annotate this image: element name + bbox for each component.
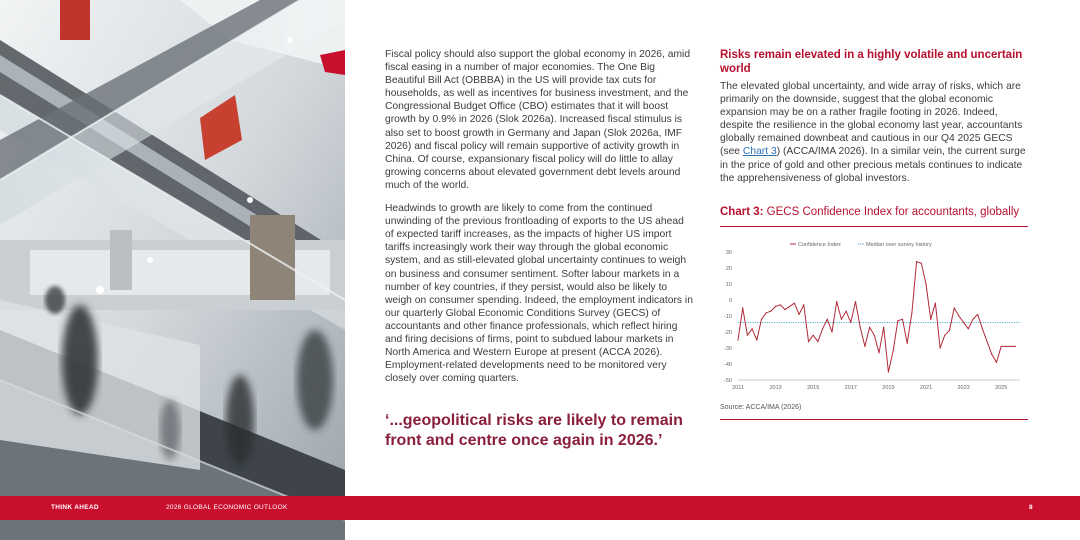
data-point (925, 283, 926, 284)
data-point (794, 303, 795, 304)
footer-brand: THINK AHEAD (51, 504, 99, 511)
data-point (888, 371, 889, 372)
data-point (940, 347, 941, 348)
data-point (1005, 346, 1006, 347)
data-point (963, 322, 964, 323)
data-point (850, 322, 851, 323)
y-tick-label: -50 (724, 378, 732, 384)
data-point (958, 315, 959, 316)
paragraph-fiscal-policy: Fiscal policy should also support the global economy in 2026, amid fiscal easing in a number of major economies. The One Big Beautiful Bill Act (OBBBA) in the US will provide tax cuts for households, as well as incentives for business investment, and the Congressional Budget Office (CBO) estimates that it will boost growth by 0.9% in 2026 (Slok 2026a). Increased fiscal stimulus is also set to boost growth in Germany and Japan (Slok 2026a, IMF 2026) and fiscal policy will remain supportive of activity growth in China. Of course, expansionary fiscal policy will do little to allay growing concerns about elevated government debt levels around much of the world. (385, 49, 691, 191)
data-point (780, 304, 781, 305)
data-point (756, 339, 757, 340)
paragraph-headwinds: Headwinds to growth are likely to come from the continued unwinding of the previous frontloading of exports to the US ahead of expected tariff increases, as the impacts of higher US import tariffs increasingly work their way through the global economic system, and as still-elevated global uncertainty continues to weigh on business and consumer sentiment. Softer labour markets in a number of key countries, if they persist, would also be likely to weigh on consumer spending. Indeed, the employment indicators in our quarterly Global Economic Conditions Survey (GECS) of accountants and other finance professionals, which reflect hiring and firing decisions of firms, point to subdued labour markets in North America and Western Europe at present (ACCA 2026). Employment-related developments need to be monitored very closely over coming quarters. (385, 203, 693, 385)
confidence-index-chart (720, 232, 1030, 398)
y-tick-label: 10 (725, 282, 732, 288)
data-point (784, 309, 785, 310)
footer-document-title: 2026 GLOBAL ECONOMIC OUTLOOK (166, 504, 288, 511)
data-point (878, 352, 879, 353)
data-point (822, 328, 823, 329)
x-tick-label: 2023 (957, 385, 970, 391)
y-tick-label: 0 (728, 298, 732, 304)
data-point (902, 319, 903, 320)
data-point (991, 354, 992, 355)
data-point (841, 319, 842, 320)
main-body-column (385, 48, 695, 395)
y-tick-label: 30 (725, 250, 732, 256)
escalator-photo-illustration (0, 0, 345, 540)
data-point (987, 341, 988, 342)
x-tick-label: 2013 (769, 385, 782, 391)
data-point (770, 311, 771, 312)
x-tick-label: 2019 (882, 385, 895, 391)
chart-title (720, 206, 1030, 218)
confidence-index-line (738, 262, 1015, 372)
page-number: 8 (1029, 504, 1033, 511)
risks-text-before-link: The elevated global uncertainty, and wide array of risks, which are primarily on the downside, suggest that the global economic expansion may be on a rather fragile footing in 2026. Indeed, despite the resilience in the global economy last year, accountants globally remained downbeat and cautious in our Q4 2025 GECS (see (720, 81, 1023, 158)
y-tick-label: -20 (724, 330, 732, 336)
risks-text-after-link: ) (ACCA/IMA 2026). In a similar vein, the current surge in the price of gold and other precious metals continues to indicate the apprehensiveness of global investors. (720, 146, 1026, 184)
chart-svg (720, 232, 1030, 398)
data-point (869, 327, 870, 328)
data-point (864, 346, 865, 347)
data-point (935, 303, 936, 304)
data-point (737, 339, 738, 340)
data-point (897, 320, 898, 321)
x-tick-label: 2017 (844, 385, 857, 391)
data-point (775, 306, 776, 307)
data-point (817, 341, 818, 342)
data-point (803, 304, 804, 305)
chart-source: Source: ACCA/IMA (2026) (720, 404, 802, 411)
cover-photo-escalators (0, 0, 345, 540)
data-point (831, 331, 832, 332)
x-tick-label: 2021 (919, 385, 933, 391)
risks-heading: Risks remain elevated in a highly volatile and uncertain world (720, 49, 1023, 75)
risks-paragraph (720, 80, 1032, 185)
legend-label-median: Median over survey history (866, 242, 932, 248)
data-point (827, 319, 828, 320)
data-point (916, 261, 917, 262)
data-point (968, 328, 969, 329)
chart-top-rule (720, 226, 1028, 227)
data-point (893, 351, 894, 352)
y-tick-label: 20 (725, 266, 732, 272)
data-point (954, 307, 955, 308)
chart-label: Chart 3: (720, 206, 764, 218)
data-point (761, 319, 762, 320)
data-point (808, 341, 809, 342)
y-tick-label: -40 (724, 362, 732, 368)
data-point (752, 328, 753, 329)
chart-3-link[interactable]: Chart 3 (742, 146, 777, 158)
data-point (766, 312, 767, 313)
page-footer (0, 496, 1080, 520)
data-point (982, 328, 983, 329)
data-point (874, 335, 875, 336)
data-point (972, 319, 973, 320)
y-tick-label: -10 (724, 314, 732, 320)
data-point (813, 335, 814, 336)
chart-title-text: GECS Confidence Index for accountants, globally (766, 206, 1020, 218)
data-point (930, 319, 931, 320)
data-point (949, 330, 950, 331)
data-point (846, 311, 847, 312)
data-point (799, 314, 800, 315)
data-point (860, 327, 861, 328)
y-tick-label: -30 (724, 346, 732, 352)
data-point (1001, 346, 1002, 347)
data-point (907, 343, 908, 344)
data-point (996, 362, 997, 363)
x-tick-label: 2015 (807, 385, 820, 391)
legend-label-confidence: Confidence Index (798, 242, 841, 248)
data-point (1010, 346, 1011, 347)
data-point (944, 335, 945, 336)
x-tick-label: 2011 (732, 385, 744, 391)
chart-bottom-rule (720, 419, 1028, 420)
data-point (977, 314, 978, 315)
data-point (911, 312, 912, 313)
data-point (855, 301, 856, 302)
x-tick-label: 2025 (995, 385, 1008, 391)
data-point (921, 263, 922, 264)
pull-quote: ‘...geopolitical risks are likely to remain front and centre once again in 2026.’ (385, 412, 683, 449)
data-point (789, 306, 790, 307)
data-point (883, 327, 884, 328)
data-point (747, 335, 748, 336)
data-point (742, 307, 743, 308)
data-point (836, 301, 837, 302)
data-point (1015, 346, 1016, 347)
risks-column (720, 48, 1032, 195)
